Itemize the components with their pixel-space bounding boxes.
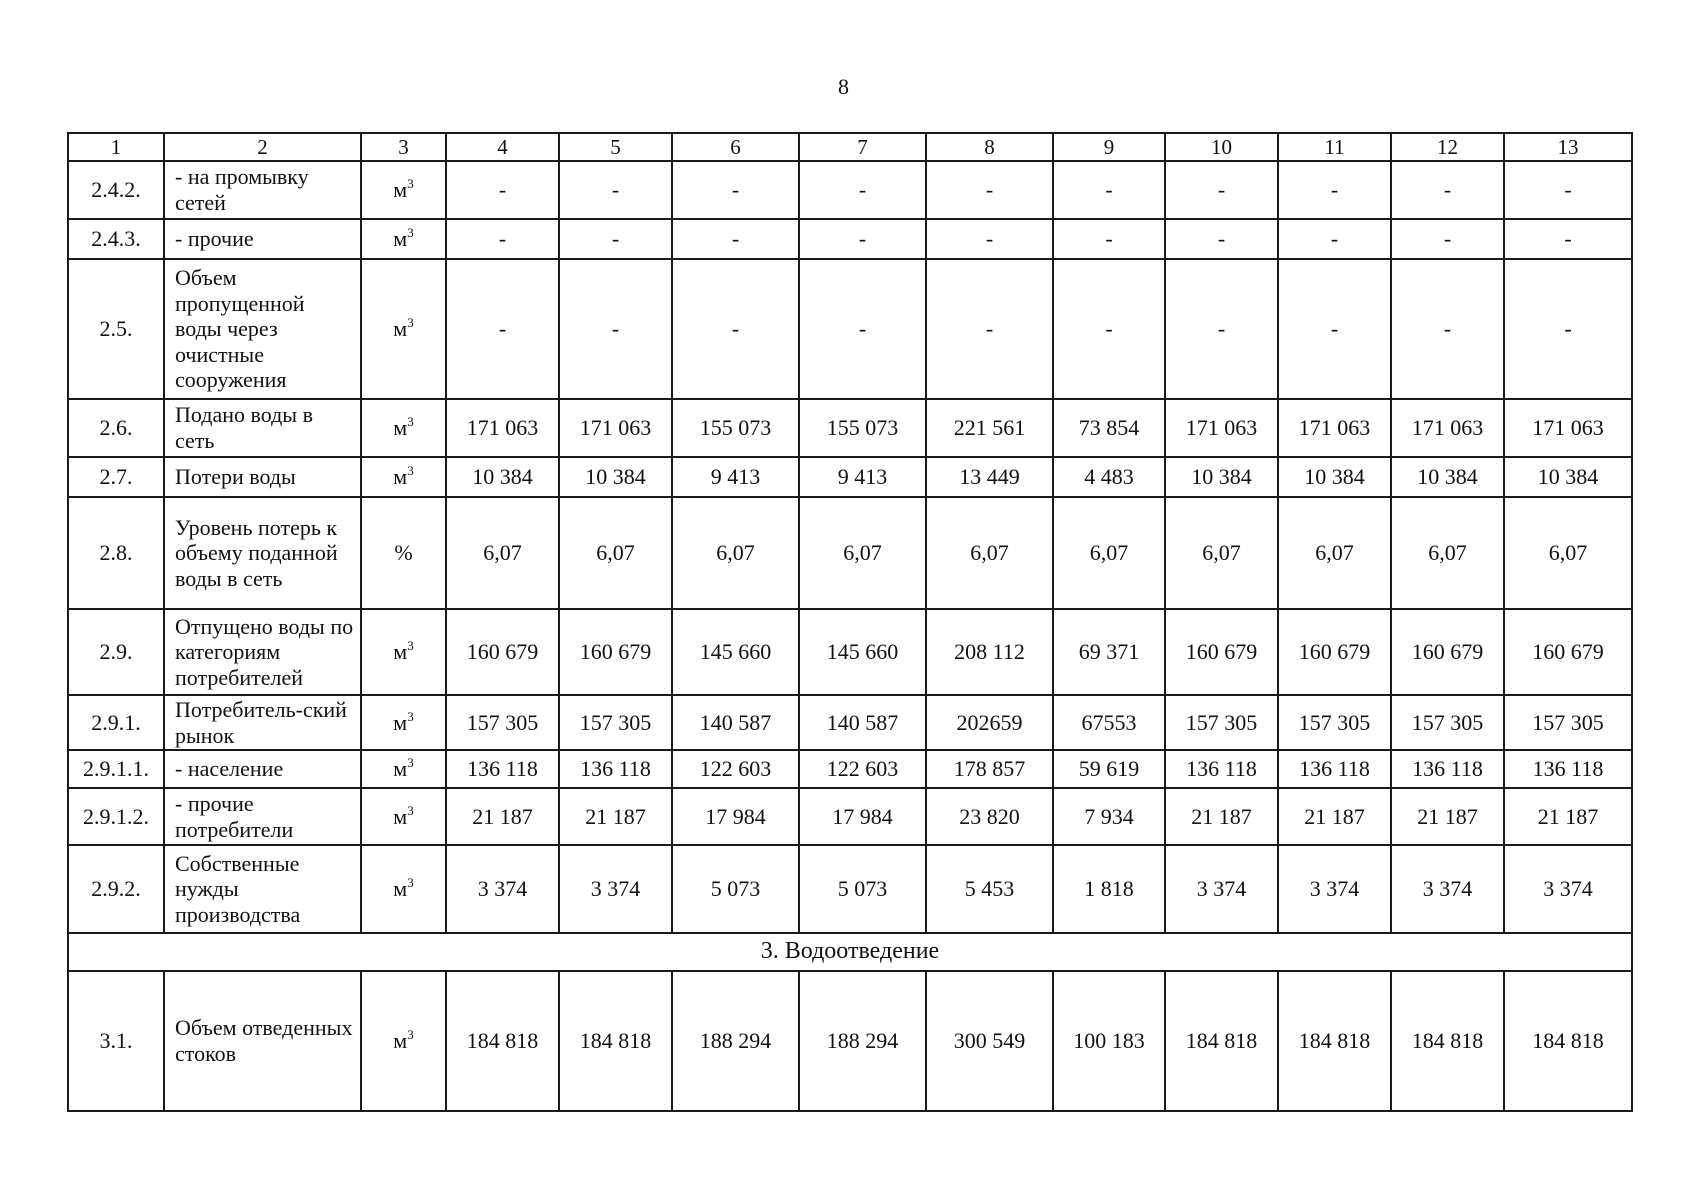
header-cell: 10 — [1165, 133, 1278, 161]
value-cell: - — [446, 259, 559, 399]
value-cell: - — [446, 161, 559, 219]
value-cell: 136 118 — [1278, 750, 1391, 788]
row-number: 2.9. — [68, 609, 164, 695]
unit-text: м — [393, 803, 408, 829]
value-cell: 6,07 — [672, 497, 799, 609]
unit-superscript: 3 — [407, 875, 414, 891]
value-cell: - — [559, 219, 672, 259]
section-row — [68, 933, 1632, 971]
value-cell: 208 112 — [926, 609, 1053, 695]
value-cell: 145 660 — [799, 609, 926, 695]
row-unit — [361, 750, 446, 788]
value-cell: 184 818 — [1165, 971, 1278, 1111]
row-label: Потери воды — [164, 457, 361, 497]
unit-text: м — [393, 316, 408, 342]
value-cell: 171 063 — [559, 399, 672, 457]
value-cell: - — [1504, 161, 1632, 219]
value-cell: - — [1053, 161, 1165, 219]
row-unit — [361, 457, 446, 497]
row-unit — [361, 695, 446, 750]
value-cell: 122 603 — [672, 750, 799, 788]
table-row — [68, 497, 1632, 609]
value-cell: 6,07 — [1504, 497, 1632, 609]
value-cell: 6,07 — [1278, 497, 1391, 609]
table-row — [68, 845, 1632, 933]
value-cell: - — [1165, 161, 1278, 219]
row-unit — [361, 399, 446, 457]
value-cell: 21 187 — [1504, 788, 1632, 845]
table-row — [68, 971, 1632, 1111]
value-cell: 6,07 — [559, 497, 672, 609]
value-cell: - — [672, 161, 799, 219]
header-cell: 12 — [1391, 133, 1504, 161]
value-cell: - — [1165, 259, 1278, 399]
value-cell: 188 294 — [672, 971, 799, 1111]
value-cell: 157 305 — [1278, 695, 1391, 750]
value-cell: 178 857 — [926, 750, 1053, 788]
value-cell: 6,07 — [799, 497, 926, 609]
table-row — [68, 788, 1632, 845]
value-cell: 136 118 — [1391, 750, 1504, 788]
row-number: 2.5. — [68, 259, 164, 399]
unit-text: м — [393, 639, 408, 665]
unit-text: м — [393, 415, 408, 441]
table-row — [68, 609, 1632, 695]
value-cell: - — [1391, 259, 1504, 399]
unit-text: м — [393, 876, 408, 902]
value-cell: 171 063 — [1504, 399, 1632, 457]
value-cell: 160 679 — [446, 609, 559, 695]
row-label: Объем отведенных стоков — [164, 971, 361, 1111]
value-cell: 6,07 — [446, 497, 559, 609]
unit-text: м — [393, 226, 408, 252]
data-table — [67, 132, 1633, 1112]
value-cell: - — [559, 161, 672, 219]
value-cell: 3 374 — [1165, 845, 1278, 933]
row-number: 2.8. — [68, 497, 164, 609]
header-cell: 8 — [926, 133, 1053, 161]
unit-superscript: 3 — [407, 1027, 414, 1043]
value-cell: 10 384 — [1504, 457, 1632, 497]
value-cell: 140 587 — [672, 695, 799, 750]
value-cell: 10 384 — [1278, 457, 1391, 497]
table-row — [68, 750, 1632, 788]
value-cell: 3 374 — [1504, 845, 1632, 933]
value-cell: 21 187 — [1278, 788, 1391, 845]
row-number: 2.9.2. — [68, 845, 164, 933]
value-cell: - — [926, 161, 1053, 219]
value-cell: - — [446, 219, 559, 259]
value-cell: 171 063 — [446, 399, 559, 457]
value-cell: 136 118 — [1504, 750, 1632, 788]
value-cell: 10 384 — [559, 457, 672, 497]
row-unit — [361, 219, 446, 259]
header-cell: 9 — [1053, 133, 1165, 161]
value-cell: 171 063 — [1391, 399, 1504, 457]
value-cell: 160 679 — [1278, 609, 1391, 695]
value-cell: 21 187 — [1165, 788, 1278, 845]
value-cell: - — [1391, 161, 1504, 219]
value-cell: 21 187 — [1391, 788, 1504, 845]
value-cell: 5 453 — [926, 845, 1053, 933]
value-cell: 6,07 — [1053, 497, 1165, 609]
value-cell: - — [672, 219, 799, 259]
table-row — [68, 695, 1632, 750]
value-cell: 160 679 — [1391, 609, 1504, 695]
value-cell: 9 413 — [672, 457, 799, 497]
value-cell: 21 187 — [559, 788, 672, 845]
value-cell: 67553 — [1053, 695, 1165, 750]
value-cell: 140 587 — [799, 695, 926, 750]
table-row — [68, 399, 1632, 457]
value-cell: 184 818 — [1391, 971, 1504, 1111]
value-cell: 73 854 — [1053, 399, 1165, 457]
value-cell: 184 818 — [559, 971, 672, 1111]
row-number: 2.9.1.1. — [68, 750, 164, 788]
value-cell: - — [1165, 219, 1278, 259]
unit-superscript: 3 — [407, 638, 414, 654]
value-cell: - — [1504, 219, 1632, 259]
row-number: 2.9.1. — [68, 695, 164, 750]
table-row — [68, 259, 1632, 399]
unit-text: м — [393, 709, 408, 735]
row-unit — [361, 609, 446, 695]
value-cell: 184 818 — [446, 971, 559, 1111]
value-cell: 6,07 — [1165, 497, 1278, 609]
value-cell: 3 374 — [1278, 845, 1391, 933]
value-cell: - — [799, 219, 926, 259]
unit-text: м — [393, 177, 408, 203]
unit-superscript: 3 — [407, 755, 414, 771]
value-cell: 6,07 — [926, 497, 1053, 609]
value-cell: 171 063 — [1165, 399, 1278, 457]
value-cell: 9 413 — [799, 457, 926, 497]
row-number: 2.9.1.2. — [68, 788, 164, 845]
value-cell: 7 934 — [1053, 788, 1165, 845]
row-number: 3.1. — [68, 971, 164, 1111]
value-cell: 171 063 — [1278, 399, 1391, 457]
value-cell: 157 305 — [1391, 695, 1504, 750]
row-unit — [361, 971, 446, 1111]
row-number: 2.4.2. — [68, 161, 164, 219]
value-cell: 160 679 — [559, 609, 672, 695]
value-cell: - — [1504, 259, 1632, 399]
value-cell: 155 073 — [799, 399, 926, 457]
value-cell: 21 187 — [446, 788, 559, 845]
value-cell: 69 371 — [1053, 609, 1165, 695]
header-cell: 7 — [799, 133, 926, 161]
table-row — [68, 219, 1632, 259]
value-cell: 5 073 — [799, 845, 926, 933]
header-cell: 11 — [1278, 133, 1391, 161]
value-cell: 10 384 — [1165, 457, 1278, 497]
row-label: Собственные нужды производства — [164, 845, 361, 933]
value-cell: 6,07 — [1391, 497, 1504, 609]
unit-text: м — [393, 1028, 408, 1054]
row-label: - население — [164, 750, 361, 788]
header-row — [68, 133, 1632, 161]
row-label: Уровень потерь к объему поданной воды в сеть — [164, 497, 361, 609]
value-cell: 4 483 — [1053, 457, 1165, 497]
value-cell: - — [926, 219, 1053, 259]
row-label: Подано воды в сеть — [164, 399, 361, 457]
value-cell: - — [1278, 259, 1391, 399]
value-cell: 10 384 — [1391, 457, 1504, 497]
header-cell: 4 — [446, 133, 559, 161]
header-cell: 5 — [559, 133, 672, 161]
unit-superscript: 3 — [407, 708, 414, 724]
value-cell: 136 118 — [1165, 750, 1278, 788]
row-unit — [361, 259, 446, 399]
row-label: Объем пропущенной воды через очистные сооружения — [164, 259, 361, 399]
value-cell: 160 679 — [1165, 609, 1278, 695]
value-cell: 3 374 — [446, 845, 559, 933]
unit-text: % — [394, 540, 413, 566]
unit-superscript: 3 — [407, 802, 414, 818]
value-cell: - — [672, 259, 799, 399]
value-cell: 17 984 — [672, 788, 799, 845]
row-label: Потребитель-ский рынок — [164, 695, 361, 750]
header-cell: 2 — [164, 133, 361, 161]
value-cell: 300 549 — [926, 971, 1053, 1111]
value-cell: 157 305 — [559, 695, 672, 750]
value-cell: - — [1278, 219, 1391, 259]
value-cell: 3 374 — [1391, 845, 1504, 933]
value-cell: 188 294 — [799, 971, 926, 1111]
value-cell: - — [1053, 259, 1165, 399]
value-cell: - — [559, 259, 672, 399]
row-unit — [361, 497, 446, 609]
value-cell: 157 305 — [446, 695, 559, 750]
value-cell: 5 073 — [672, 845, 799, 933]
value-cell: 157 305 — [1504, 695, 1632, 750]
value-cell: 202659 — [926, 695, 1053, 750]
value-cell: - — [1278, 161, 1391, 219]
section-title: 3. Водоотведение — [68, 933, 1632, 971]
value-cell: 145 660 — [672, 609, 799, 695]
value-cell: 221 561 — [926, 399, 1053, 457]
unit-superscript: 3 — [407, 414, 414, 430]
header-cell: 1 — [68, 133, 164, 161]
value-cell: 184 818 — [1278, 971, 1391, 1111]
value-cell: - — [799, 161, 926, 219]
header-cell: 13 — [1504, 133, 1632, 161]
table-row — [68, 457, 1632, 497]
unit-text: м — [393, 464, 408, 490]
row-label: - на промывку сетей — [164, 161, 361, 219]
value-cell: 13 449 — [926, 457, 1053, 497]
row-unit — [361, 161, 446, 219]
header-cell: 3 — [361, 133, 446, 161]
value-cell: - — [1053, 219, 1165, 259]
unit-text: м — [393, 756, 408, 782]
value-cell: 155 073 — [672, 399, 799, 457]
row-unit — [361, 845, 446, 933]
value-cell: - — [926, 259, 1053, 399]
row-number: 2.4.3. — [68, 219, 164, 259]
header-cell: 6 — [672, 133, 799, 161]
unit-superscript: 3 — [407, 315, 414, 331]
row-label: - прочие потребители — [164, 788, 361, 845]
row-number: 2.6. — [68, 399, 164, 457]
value-cell: 157 305 — [1165, 695, 1278, 750]
value-cell: 10 384 — [446, 457, 559, 497]
table-row — [68, 161, 1632, 219]
value-cell: 17 984 — [799, 788, 926, 845]
row-label: - прочие — [164, 219, 361, 259]
value-cell: 3 374 — [559, 845, 672, 933]
value-cell: 100 183 — [1053, 971, 1165, 1111]
value-cell: 136 118 — [446, 750, 559, 788]
value-cell: 184 818 — [1504, 971, 1632, 1111]
value-cell: 59 619 — [1053, 750, 1165, 788]
unit-superscript: 3 — [407, 176, 414, 192]
value-cell: - — [799, 259, 926, 399]
value-cell: - — [1391, 219, 1504, 259]
row-unit — [361, 788, 446, 845]
page-number: 8 — [838, 74, 849, 99]
value-cell: 122 603 — [799, 750, 926, 788]
value-cell: 1 818 — [1053, 845, 1165, 933]
row-number: 2.7. — [68, 457, 164, 497]
value-cell: 160 679 — [1504, 609, 1632, 695]
unit-superscript: 3 — [407, 225, 414, 241]
unit-superscript: 3 — [407, 463, 414, 479]
value-cell: 23 820 — [926, 788, 1053, 845]
row-label: Отпущено воды по категориям потребителей — [164, 609, 361, 695]
value-cell: 136 118 — [559, 750, 672, 788]
